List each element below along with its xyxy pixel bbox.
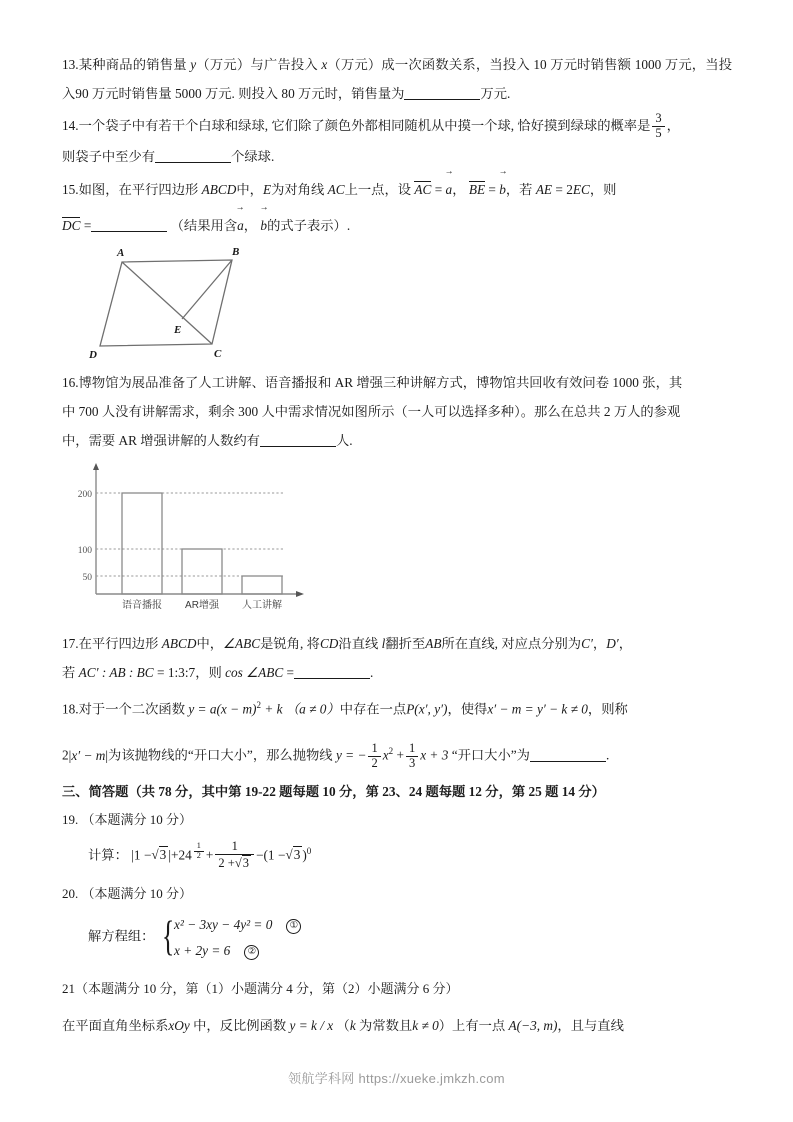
q16-line-2: 中 700 人没有讲解需求，剩余 300 人中需求情况如图所示（一人可以选择多种）。那么在总共 2 万人的参观 (62, 404, 681, 419)
q18-text-g: . (605, 747, 610, 763)
q18-text-f: “开口大小”为 (451, 747, 530, 763)
q17-text-f: 所在直线, 对应点分别为 (441, 636, 582, 651)
q18-text-d: ，则称 (587, 701, 628, 717)
q13-n1000: 1000 (634, 57, 662, 72)
q13-number: 13. (62, 57, 79, 72)
problem-19-abs-close: | (168, 847, 171, 863)
system-row-2 (174, 938, 301, 963)
problem-21-number: 21 (62, 980, 75, 996)
q18-exponent-2: 2 (256, 700, 261, 710)
footer-watermark: 领航学科网 https://xueke.jmkzh.com (288, 1071, 505, 1086)
q15-result-vector-a: → a (237, 210, 244, 240)
q13-text-unit1: （万元）与广告投入 (196, 57, 318, 72)
q18-plus-k: + k (264, 701, 283, 717)
q15-sep-2: ，若 (505, 182, 533, 197)
q18-coefficient-2: 2 (62, 747, 69, 763)
bar-voice-broadcast (122, 493, 162, 594)
q18-fraction-one-half (368, 742, 380, 770)
q15-ae: AE (535, 182, 553, 197)
problem-19-frac-den (215, 855, 254, 871)
x-tick-label-manual-explanation: 人工讲解 (242, 600, 282, 611)
q16-answer-blank[interactable] (260, 432, 336, 447)
q18-linear-term: x + 3 (420, 747, 449, 763)
q15-line2-sep: ， (243, 218, 258, 233)
problem-21-xoy: xOy (168, 1017, 190, 1033)
problem-21-header (62, 975, 732, 1003)
problem-21-points: （本题满分 10 分，第（1）小题满分 4 分，第（2）小题满分 6 分） (75, 980, 459, 996)
q15-segment-ac: AC (327, 182, 345, 197)
problem-21-text-e: ）上有一点 (438, 1017, 506, 1033)
label-b: B (232, 246, 240, 258)
q18-f1-den: 2 (371, 755, 378, 770)
q17-text-a: 在平行四边形 (78, 636, 159, 651)
q18-answer-blank[interactable] (530, 747, 606, 762)
problem-20-equation-1: x² − 3xy − 4y² = 0 (173, 917, 273, 933)
problem-21-text-f: ，且与直线 (557, 1017, 624, 1033)
problem-20-body (62, 908, 732, 963)
q18-text-c: ，使得 (447, 701, 488, 717)
q15-line2-tail-a: （结果用含 (170, 218, 238, 233)
q17-d-prime: D′ (606, 636, 619, 651)
figure-bar-chart-demand (70, 459, 352, 625)
question-14 (62, 110, 732, 172)
q17-c-prime: C′ (581, 636, 593, 651)
diagonal-ac (122, 262, 212, 344)
q15-text-c: 为对角线 (271, 182, 325, 197)
q14-probability-fraction (652, 112, 664, 140)
q15-sep-1: ， (452, 182, 466, 197)
problem-19-header (62, 806, 732, 834)
q17-text-g: 若 (62, 665, 76, 680)
q15-vector-a: → a (446, 174, 453, 204)
q14-prob-numerator: 3 (652, 112, 664, 127)
problem-19-points: （本题满分 10 分） (81, 811, 193, 827)
q13-n5000: 5000 (175, 86, 202, 101)
sqrt-3-den-radicand: 3 (242, 855, 249, 870)
q15-eq-2: = (488, 182, 496, 197)
q15-text-d: 上一点，设 (344, 182, 412, 197)
q17-cd: CD (319, 636, 339, 651)
q13-n90: 90 (75, 86, 89, 101)
label-a: A (117, 247, 125, 259)
q15-result-vector-b: → b (260, 210, 267, 240)
question-16 (62, 368, 732, 455)
question-15 (62, 174, 732, 240)
problem-20-equation-2: x + 2y = 6 (173, 942, 231, 958)
y-axis-arrow (93, 463, 99, 470)
system-rows (174, 912, 301, 963)
q15-ec: EC (572, 182, 590, 197)
q17-line-l: l (381, 636, 386, 651)
q15-vector-ac: AC (414, 182, 432, 197)
q17-ab: AB (425, 636, 442, 651)
problem-19-minus: − (255, 847, 264, 863)
q15-vector-b: → b (499, 174, 506, 204)
q18-fraction-one-third (406, 742, 418, 770)
problem-21-k-condition: k ≠ 0 (412, 1017, 439, 1033)
section-heading-short-answer: 三、简答题（共 78 分，其中第 19-22 题每题 10 分，第 23、24 题每题 12 分，第 25 题 14 分） (62, 783, 605, 799)
problem-21-text-b: 中，反比例函数 (193, 1017, 287, 1033)
q14-comma: ， (666, 118, 680, 133)
q18-abs-content: x′ − m (71, 747, 106, 763)
problem-21-point-a: A(−3, m) (508, 1017, 558, 1033)
label-e: E (174, 324, 182, 336)
q13-var-y: y (190, 57, 197, 72)
q13-n80: 80 (281, 86, 295, 101)
q15-text-b: 中， (236, 182, 263, 197)
problem-21-function: y = k / x (289, 1017, 334, 1033)
q17-text-e: 翻折至 (385, 636, 426, 651)
page-content (62, 50, 732, 1042)
q17-number: 17. (62, 636, 79, 651)
q17-answer-blank[interactable] (294, 664, 370, 679)
q15-vector-be: BE (468, 182, 486, 197)
q16-line3-b: 人. (335, 433, 353, 448)
problem-19-paren-open: (1 − (263, 847, 286, 863)
y-tick-label-200: 200 (77, 490, 92, 500)
q17-cos-eq: = (286, 665, 295, 680)
problem-19-paren-close: ) (302, 847, 307, 863)
label-c: C (214, 348, 222, 360)
q18-parabola-lhs: y = − (335, 747, 367, 763)
q14-text-c: 个绿球. (231, 149, 275, 164)
q18-condition-b: x′ − m = y′ − k ≠ 0 (487, 701, 588, 717)
q17-abcd: ABCD (161, 636, 197, 651)
q13-text-d: 元，当投入 (62, 57, 733, 101)
q14-answer-blank[interactable] (155, 148, 231, 163)
q18-number: 18. (62, 701, 79, 717)
bar-chart-svg (70, 459, 352, 625)
q17-text-c: 是锐角, 将 (260, 636, 320, 651)
q15-sep-3: ，则 (589, 182, 617, 197)
q14-text-a: 一个袋子中有若干个白球和绿球, 它们除了颜色外都相同随机从中摸一个球, 恰好摸到绿球的概率是 (78, 118, 651, 133)
problem-19-exp-num: 1 (194, 842, 204, 852)
sqrt-3-second-radicand: 3 (293, 847, 301, 863)
q13-text-a: 某种商品的销售量 (78, 57, 187, 72)
q18-condition-a: （a ≠ 0） (285, 701, 340, 717)
q16-line-3 (62, 426, 732, 455)
problem-19-body (62, 834, 732, 872)
problem-21-body (62, 1011, 732, 1040)
q18-f1-num: 1 (368, 742, 380, 757)
q17-line-2 (62, 658, 732, 687)
q15-point-e: E (262, 182, 272, 197)
q18-f2-num: 1 (406, 742, 418, 757)
q17-ratio-eq: = 1:3:7 (157, 665, 196, 680)
q18-plus-sign: + (396, 747, 404, 763)
sqrt-3-first: √3 (151, 847, 167, 863)
q17-text-i: . (370, 665, 374, 680)
system-brace: { (161, 914, 175, 961)
problem-19-plus-1: + (171, 847, 179, 863)
q13-n10: 10 (533, 57, 547, 72)
q18-quadratic-fn: y = a(x − m) (188, 701, 257, 717)
problem-20-number: 20. (62, 886, 79, 902)
figure-parallelogram-abcd (84, 244, 284, 362)
problem-19-label: 计算： (88, 847, 128, 863)
q13-text-g: 万元时，销售量为 (298, 86, 405, 101)
q13-text-b: 万元时销售额 (550, 57, 632, 72)
q15-eq-3: = 2 (555, 182, 573, 197)
parallelogram-svg (84, 244, 284, 362)
sqrt-3-denominator: √3 (234, 855, 249, 870)
q15-vector-dc: DC (62, 218, 81, 233)
q18-abs-bars: |x′ − m| (68, 747, 109, 763)
q18-point-p: P(x′, y′) (406, 701, 448, 717)
bar-manual-explanation (242, 576, 282, 594)
q16-line3-a: 中，需要 AR 增强讲解的人数约有 (62, 433, 260, 448)
question-18 (62, 689, 732, 772)
problem-20-label: 解方程组： (88, 928, 155, 944)
problem-21-text-c: （ (336, 1017, 350, 1033)
q16-number: 16. (62, 375, 79, 390)
problem-19-number: 19. (62, 811, 79, 827)
problem-19-base-24: 24 (178, 847, 192, 863)
q18-text-b: 中存在一点 (339, 701, 407, 717)
q15-answer-blank[interactable] (91, 217, 167, 232)
problem-19-fraction (215, 840, 254, 870)
q14-number: 14. (62, 118, 79, 133)
parallelogram-outline (100, 260, 232, 346)
y-tick-label-50: 50 (82, 573, 92, 583)
x-tick-label-ar-enhanced: AR增强 (185, 600, 219, 611)
q13-text-h: 万元. (480, 86, 511, 101)
sqrt-3-second: √3 (285, 847, 301, 863)
q15-line2-eq: = (83, 218, 92, 233)
problem-19-zero-exponent: 0 (306, 845, 312, 856)
problem-21-text-d: 为常数且 (359, 1017, 413, 1033)
equation-2-marker: ② (244, 945, 259, 960)
q17-cos-expr: cos ∠ABC (225, 665, 284, 680)
q17-text-b: 中， (196, 636, 224, 651)
q15-text-a: 如图，在平行四边形 (78, 182, 199, 197)
q14-line-2 (62, 141, 732, 172)
problem-19-plus-2: + (205, 847, 214, 863)
system-row-1 (174, 912, 301, 937)
q18-line-2 (62, 735, 732, 771)
q16-line-1: 博物馆为展品准备了人工讲解、语音播报和 AR 增强三种讲解方式，博物馆共回收有效问卷 1000 张，其 (78, 375, 683, 390)
problem-19-frac-num: 1 (215, 840, 254, 855)
q15-line-2 (62, 210, 732, 240)
q17-text-h: ，则 (195, 665, 222, 680)
q17-angle-abc: ∠ABC (223, 636, 261, 651)
x-axis-arrow (296, 591, 304, 597)
q18-x-term: x (382, 747, 389, 763)
q13-var-x: x (321, 57, 328, 72)
problem-21-k-var: k (349, 1017, 356, 1033)
question-17 (62, 629, 732, 687)
q15-number: 15. (62, 182, 79, 197)
equation-1-marker: ① (286, 919, 301, 934)
q15-abcd: ABCD (201, 182, 237, 197)
q13-text-e: 万元时销售量 (91, 86, 172, 101)
q15-eq-1: = (434, 182, 443, 197)
q17-comma-2: ， (618, 636, 632, 651)
q18-text-a: 对于一个二次函数 (78, 701, 185, 717)
q13-text-unit2: （万元）成一次函数关系，当投入 (327, 57, 530, 72)
problem-21-text-a: 在平面直角坐标系 (62, 1017, 169, 1033)
q18-x-exponent: 2 (388, 746, 394, 757)
q13-text-f: 万元. 则投入 (204, 86, 279, 101)
equation-system (158, 912, 302, 963)
problem-20-header (62, 880, 732, 908)
q17-ratio-lhs: AC′ : AB : BC (78, 665, 154, 680)
problem-19-frac-den-text: 2 + (218, 855, 235, 870)
q13-answer-blank[interactable] (404, 85, 480, 100)
question-13 (62, 50, 732, 108)
label-d: D (89, 349, 97, 361)
q18-text-e: 为该抛物线的“开口大小”，那么抛物线 (108, 747, 333, 763)
x-tick-label-voice-broadcast: 语音播报 (122, 600, 162, 611)
q17-comma-1: ， (592, 636, 607, 651)
q14-text-b: 则袋子中至少有 (62, 149, 156, 164)
problem-19-abs-open: |1 − (131, 847, 152, 863)
sqrt-3-first-radicand: 3 (159, 847, 167, 863)
bar-ar-enhanced (182, 549, 222, 594)
problem-20-points: （本题满分 10 分） (81, 886, 193, 902)
problem-19-exp-den: 2 (196, 851, 201, 861)
q14-prob-denominator: 5 (655, 125, 662, 140)
q17-text-d: 沿直线 (338, 636, 379, 651)
problem-19-exponent-half (194, 842, 204, 861)
q18-f2-den: 3 (408, 755, 416, 770)
q15-line2-tail-b: 的式子表示）. (267, 218, 351, 233)
y-tick-label-100: 100 (77, 546, 92, 556)
q13-text-c: 万 (664, 57, 679, 72)
